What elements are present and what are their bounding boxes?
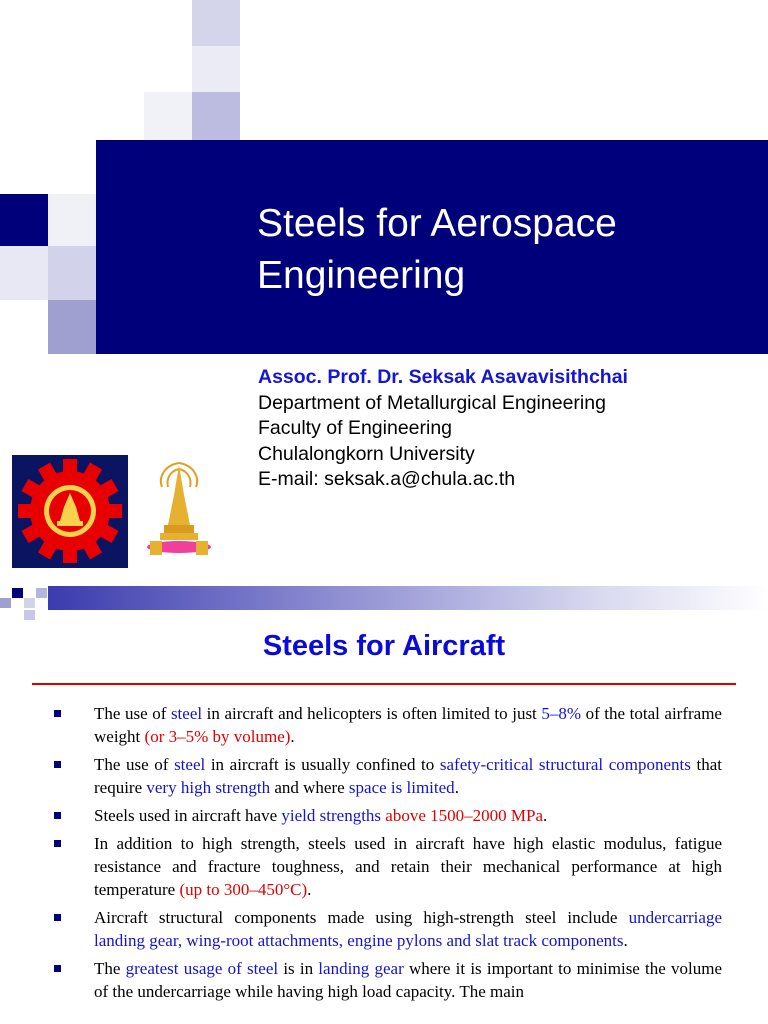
bullet-text-run: yield strengths: [281, 806, 382, 825]
department: Department of Metallurgical Engineering: [258, 391, 606, 414]
bullet-text-run: The: [94, 959, 126, 978]
bullet-text-run: of the total airframe weight: [94, 704, 722, 746]
bullet-text-run: that require: [94, 755, 722, 797]
bullet-text-run: .: [623, 931, 628, 950]
bullet-text-run: safety-critical structural components: [439, 755, 691, 774]
bullet-item: [46, 906, 722, 952]
bullet-text-run: The use of: [94, 755, 175, 774]
bullet-square-icon: [54, 710, 61, 717]
bullet-square-icon: [54, 965, 61, 972]
bullet-text-run: In addition to high strength, steels used in aircraft have high elastic modulus, fatigue resistance and fracture toughness, and retain their mechanical performance at high temperature: [94, 834, 722, 899]
bullet-item: [46, 753, 722, 799]
bullet-text-run: .: [543, 806, 548, 825]
bullet-text-run: space is limited: [348, 778, 455, 797]
bullet-item: [46, 832, 722, 901]
section-title: Steels for Aircraft: [262, 630, 506, 662]
faculty: Faculty of Engineering: [258, 417, 453, 439]
bullet-item: [46, 804, 722, 827]
bullet-text-run: The use of: [94, 704, 171, 723]
bullet-text-run: undercarriage landing gear, wing-root attachments, engine pylons and slat track components: [94, 908, 722, 950]
bullet-text-run: .: [454, 778, 459, 797]
bullet-text-run: .: [290, 727, 295, 746]
bullet-text-run: very high strength: [146, 778, 271, 797]
author-info: [258, 365, 628, 493]
chula-phra-kiao-logo: [140, 455, 218, 568]
bullet-square-icon: [54, 914, 61, 921]
footer-gradient-bar: [48, 586, 768, 610]
title-divider: [32, 683, 736, 685]
slide-title-line2: Engineering: [257, 254, 466, 297]
bullet-item: [46, 957, 722, 1003]
slide-title: [257, 198, 757, 302]
bullet-text-run: 5–8%: [541, 704, 582, 723]
email: E-mail: seksak.a@chula.ac.th: [258, 468, 516, 490]
bullet-text-run: Aircraft structural components made using high-strength steel include: [94, 908, 629, 927]
author-name: Assoc. Prof. Dr. Seksak Asavavisithchai: [258, 366, 628, 388]
bullet-text-run: .: [307, 880, 312, 899]
bullet-text-run: steel: [174, 755, 206, 774]
bullet-text-run: above 1500–2000 MPa: [385, 806, 544, 825]
bullet-text-run: where it is important to minimise the volume of the undercarriage while having high load capacity. The main: [94, 959, 723, 1001]
bullet-square-icon: [54, 761, 61, 768]
bullet-text-run: greatest usage of steel: [125, 959, 279, 978]
bullet-square-icon: [54, 840, 61, 847]
bullet-text-run: (or 3–5% by volume): [144, 727, 291, 746]
bullet-text-run: and where: [270, 778, 349, 797]
university: Chulalongkorn University: [258, 442, 475, 465]
bullet-text-run: steel: [170, 704, 203, 723]
bullet-text-run: in aircraft is usually confined to: [205, 755, 440, 774]
slide-title-line1: Steels for Aerospace: [257, 202, 617, 245]
bullet-text-run: landing gear: [318, 959, 404, 978]
bullet-text-run: in aircraft and helicopters is often limited to just: [202, 704, 542, 723]
bullet-list: [46, 702, 722, 1008]
bullet-square-icon: [54, 812, 61, 819]
bullet-text-run: Steels used in aircraft have: [94, 806, 282, 825]
bullet-text-run: is in: [278, 959, 319, 978]
engineering-gear-logo: [12, 455, 128, 568]
bullet-item: [46, 702, 722, 748]
bullet-text-run: (up to 300–450°C): [179, 880, 308, 899]
